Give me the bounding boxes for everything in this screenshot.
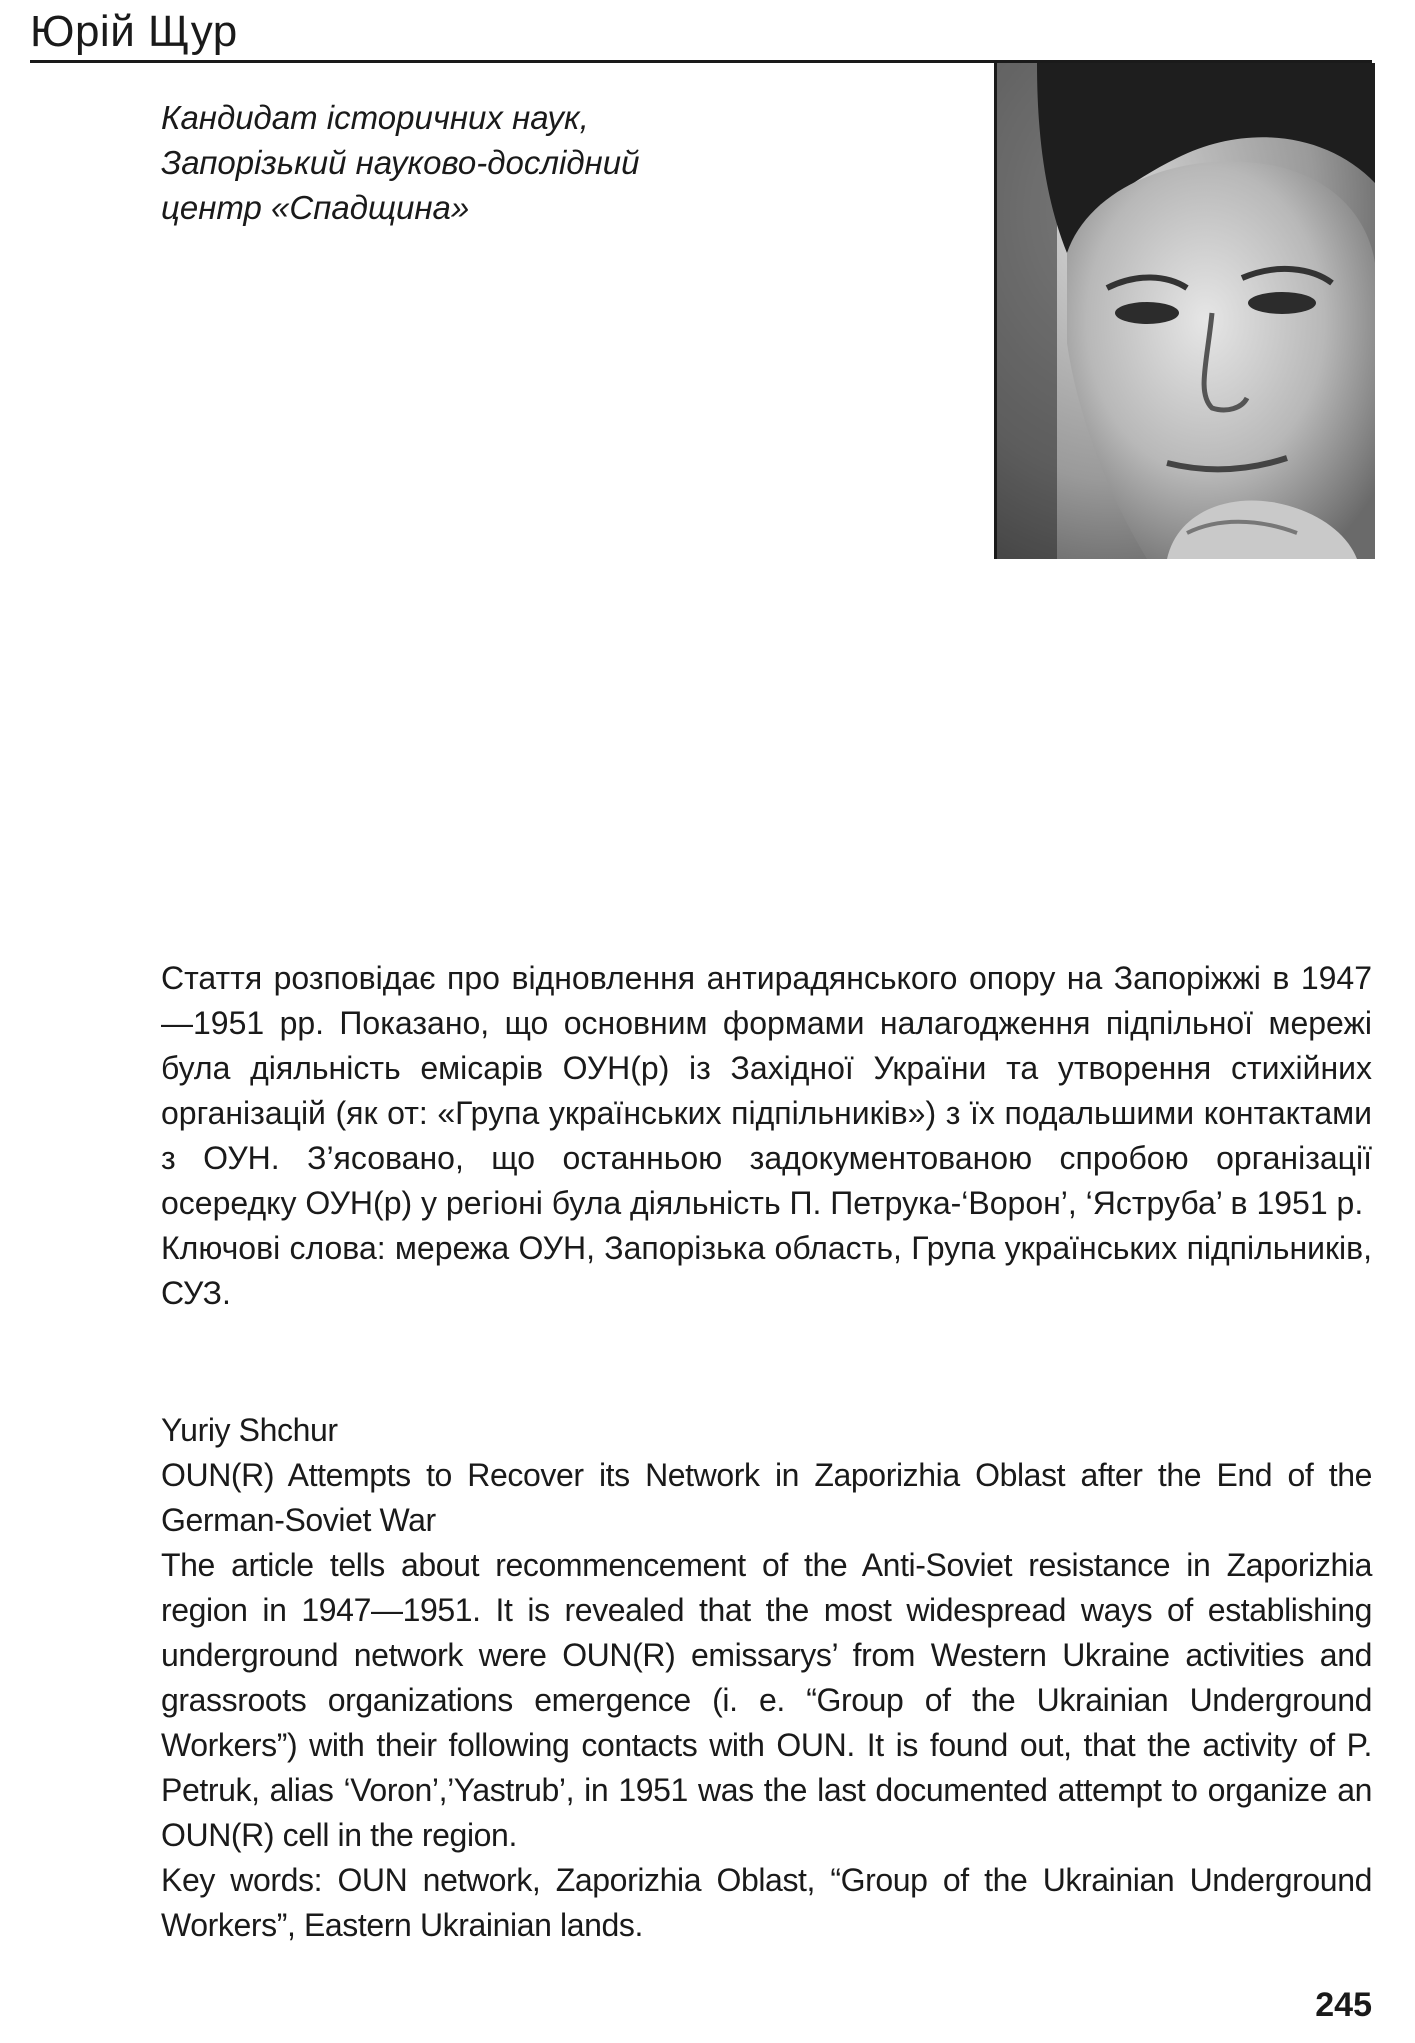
english-abstract — [161, 1408, 1372, 1948]
english-keywords: Key words: OUN network, Zaporizhia Oblast, “Group of the Ukrainian Underground Workers”, Eastern Ukrainian lands. — [161, 1862, 1372, 1943]
author-affiliation — [161, 95, 861, 230]
english-author-name: Yuriy Shchur — [161, 1412, 338, 1448]
affiliation-line: Запорізький науково-дослідний — [161, 144, 640, 181]
english-article-title: OUN(R) Attempts to Recover its Network in Zaporizhia Oblast after the End of the German-Soviet War — [161, 1457, 1372, 1538]
ukrainian-abstract — [161, 956, 1372, 1316]
portrait-image — [997, 63, 1375, 559]
keywords: Ключові слова: мережа ОУН, Запорізька область, Група українських підпільників, СУЗ. — [161, 1230, 1372, 1311]
abstract-text: Стаття розповідає про відновлення антирадянського опору на Запоріжжі в 1947—1951 рр. Показано, що основним формами налагодження підпільної мережі була діяльність емісарів ОУН(р) із Західної України та утворення стихійних організацій (як от: «Група українських підпільників») з їх подальшими контактами з ОУН. З’ясовано, що останньою задокументованою спробою організації осередку ОУН(р) у регіоні була діяльність П. Петрука-‘Ворон’, ‘Яструба’ в 1951 р. — [161, 960, 1372, 1221]
page-number: 245 — [1315, 1986, 1372, 2024]
author-portrait-photo — [994, 63, 1375, 559]
affiliation-line: Кандидат історичних наук, — [161, 99, 589, 136]
english-abstract-text: The article tells about recommencement of the Anti-Soviet resistance in Zaporizhia region in 1947—1951. It is revealed that the most widespread ways of establishing underground network were OUN(R) emissarys’ from Western Ukraine activities and grassroots organizations emergence (i. e. “Group of the Ukrainian Underground Workers”) with their following contacts with OUN. It is found out, that the activity of P. Petruk, alias ‘Voron’,’Yastrub’, in 1951 was the last documented attempt to organize an OUN(R) cell in the region. — [161, 1547, 1372, 1853]
author-name: Юрій Щур — [30, 7, 238, 56]
affiliation-line: центр «Спадщина» — [161, 189, 470, 226]
